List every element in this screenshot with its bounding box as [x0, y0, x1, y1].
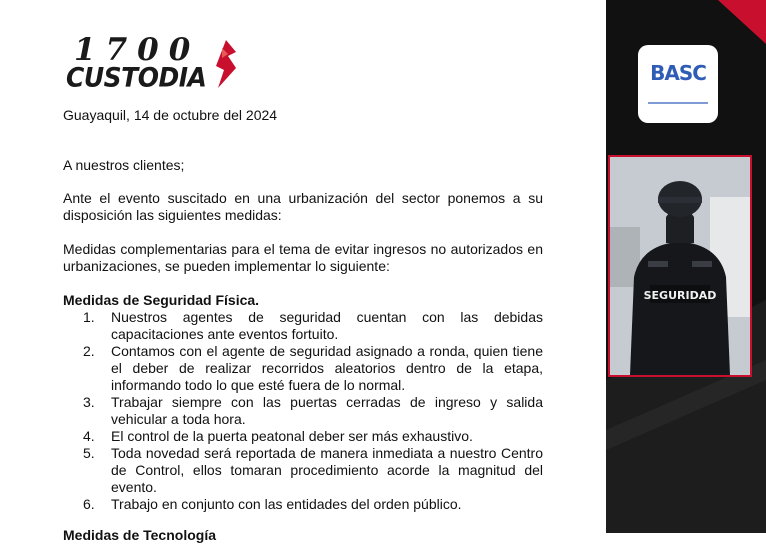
measures-list	[63, 309, 543, 513]
guard-illustration-icon	[610, 157, 750, 375]
list-item: 5. Toda novedad será reportada de manera inmediata a nuestro Centro de Control, ellos tomaran procedimiento acorde la magnitud del evento.	[83, 445, 543, 495]
logo-word: CUSTODIA	[66, 62, 207, 93]
list-item: 6. Trabajo en conjunto con las entidades del orden público.	[83, 496, 462, 512]
side-panel	[606, 0, 766, 533]
letter-greeting: A nuestros clientes;	[63, 157, 185, 173]
custodia-logo	[64, 30, 244, 96]
basc-tagline-icon	[648, 101, 708, 105]
letter-paragraph-2: Medidas complementarias para el tema de evitar ingresos no autorizados en urbanizaciones, se pueden implementar lo siguiente:	[63, 241, 543, 274]
list-item: 4. El control de la puerta peatonal deber ser más exhaustivo.	[83, 428, 473, 444]
logo-number: 1700	[74, 32, 201, 68]
list-item: 2. Contamos con el agente de seguridad asignado a ronda, quien tiene el deber de realizar recorridos aleatorios dentro de la etapa, informando todo lo que esté fuera de lo normal.	[83, 343, 543, 393]
security-guard-photo	[608, 155, 752, 377]
letter-paragraph-1: Ante el evento suscitado en una urbanización del sector ponemos a su disposición las siguientes medidas:	[63, 190, 543, 223]
logo-red-mark-icon	[212, 38, 238, 90]
list-item: 1. Nuestros agentes de seguridad cuentan con las debidas capacitaciones ante eventos fortuito.	[83, 309, 543, 342]
section-heading: Medidas de Seguridad Física.	[63, 292, 260, 308]
basc-badge	[638, 45, 718, 123]
basc-logo-text: BASC	[650, 61, 706, 85]
vest-label: SEGURIDAD	[643, 289, 717, 302]
letter-date: Guayaquil, 14 de octubre del 2024	[63, 107, 278, 123]
next-section-heading: Medidas de Tecnología	[63, 527, 216, 543]
list-item: 3. Trabajar siempre con las puertas cerradas de ingreso y salida vehicular a toda hora.	[83, 394, 543, 427]
